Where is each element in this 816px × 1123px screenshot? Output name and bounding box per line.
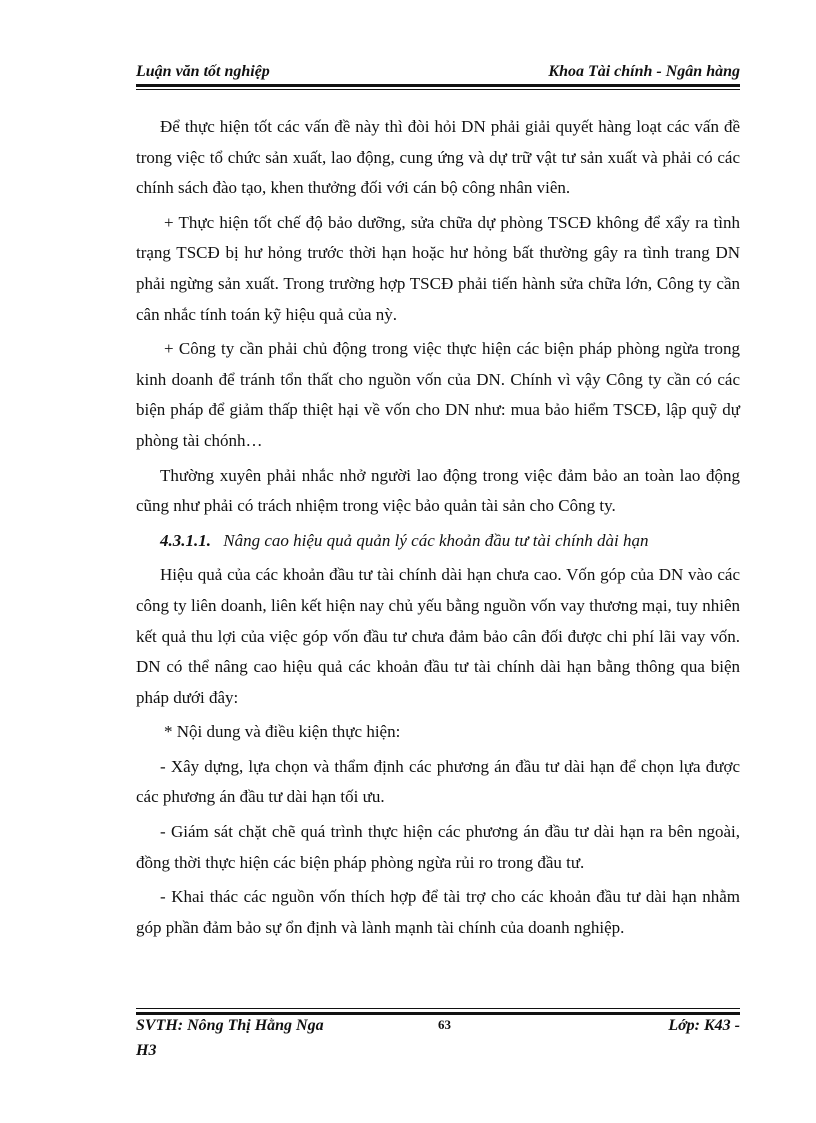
- paragraph: Hiệu quả của các khoản đầu tư tài chính dài hạn chưa cao. Vốn góp của DN vào các công ty liên doanh, liên kết hiện nay chủ yếu bằng nguồn vốn vay thương mại, tuy nhiên kết quả thu lợi của việc góp vốn đầu tư chưa đảm bảo cân đối được chi phí lãi vay vốn. DN có thể nâng cao hiệu quả các khoản đầu tư tài chính dài hạn bằng thông qua biện pháp dưới đây:: [136, 565, 740, 707]
- header-thesis-label: Luận văn tốt nghiệp: [136, 63, 270, 80]
- section-heading: [136, 526, 740, 557]
- footer-author: SVTH: Nông Thị Hằng Nga: [136, 1017, 324, 1034]
- footer-rule-thin: [136, 1008, 740, 1009]
- footer-class-continued: H3: [136, 1042, 157, 1059]
- footer-rule-thick: [136, 1012, 740, 1015]
- header-rule-thick: [136, 84, 740, 87]
- header-faculty-label: Khoa Tài chính - Ngân hàng: [548, 63, 740, 80]
- page-number: 63: [438, 1017, 451, 1032]
- list-item: - Giám sát chặt chẽ quá trình thực hiện các phương án đầu tư dài hạn ra bên ngoài, đồng thời thực hiện các biện pháp phòng ngừa rủi ro trong đầu tư.: [136, 822, 740, 872]
- page-body: [136, 112, 740, 947]
- paragraph: + Công ty cần phải chủ động trong việc thực hiện các biện pháp phòng ngừa trong kinh doanh để tránh tổn thất cho nguồn vốn của DN. Chính vì vậy Công ty cần có các biện pháp để giảm thấp thiệt hại về vốn cho DN như: mua bảo hiểm TSCĐ, lập quỹ dự phòng tài chónh…: [136, 339, 740, 450]
- section-number: 4.3.1.1.: [160, 530, 211, 550]
- paragraph: Để thực hiện tốt các vấn đề này thì đòi hỏi DN phải giải quyết hàng loạt các vấn đề trong việc tổ chức sản xuất, lao động, cung ứng và dự trữ vật tư sản xuất và phải có các chính sách đào tạo, khen thưởng đối với cán bộ công nhân viên.: [136, 117, 740, 198]
- paragraph: + Thực hiện tốt chế độ bảo dưỡng, sửa chữa dự phòng TSCĐ không để xẩy ra tình trạng TSCĐ bị hư hỏng trước thời hạn hoặc hư hỏng bất thường gây ra tình trang DN phải ngừng sản xuất. Trong trường hợp TSCĐ phải tiến hành sửa chữa lớn, Công ty cần cân nhắc tính toán kỹ hiệu quả của nỳ.: [136, 212, 740, 324]
- header-rule-thin: [136, 89, 740, 90]
- list-item: - Xây dựng, lựa chọn và thẩm định các phương án đầu tư dài hạn để chọn lựa được các phương án đầu tư dài hạn tối ưu.: [136, 756, 740, 807]
- footer-class: Lớp: K43 -: [668, 1017, 740, 1034]
- list-heading: * Nội dung và điều kiện thực hiện:: [164, 722, 401, 742]
- section-title: Nâng cao hiệu quả quản lý các khoản đầu tư tài chính dài hạn: [223, 530, 649, 550]
- list-item: - Khai thác các nguồn vốn thích hợp để tài trợ cho các khoản đầu tư dài hạn nhằm góp phần đảm bảo sự ổn định và lành mạnh tài chính của doanh nghiệp.: [136, 887, 740, 937]
- paragraph: Thường xuyên phải nhắc nhở người lao động trong việc đảm bảo an toàn lao động cũng như phải có trách nhiệm trong việc bảo quản tài sản cho Công ty.: [136, 465, 740, 516]
